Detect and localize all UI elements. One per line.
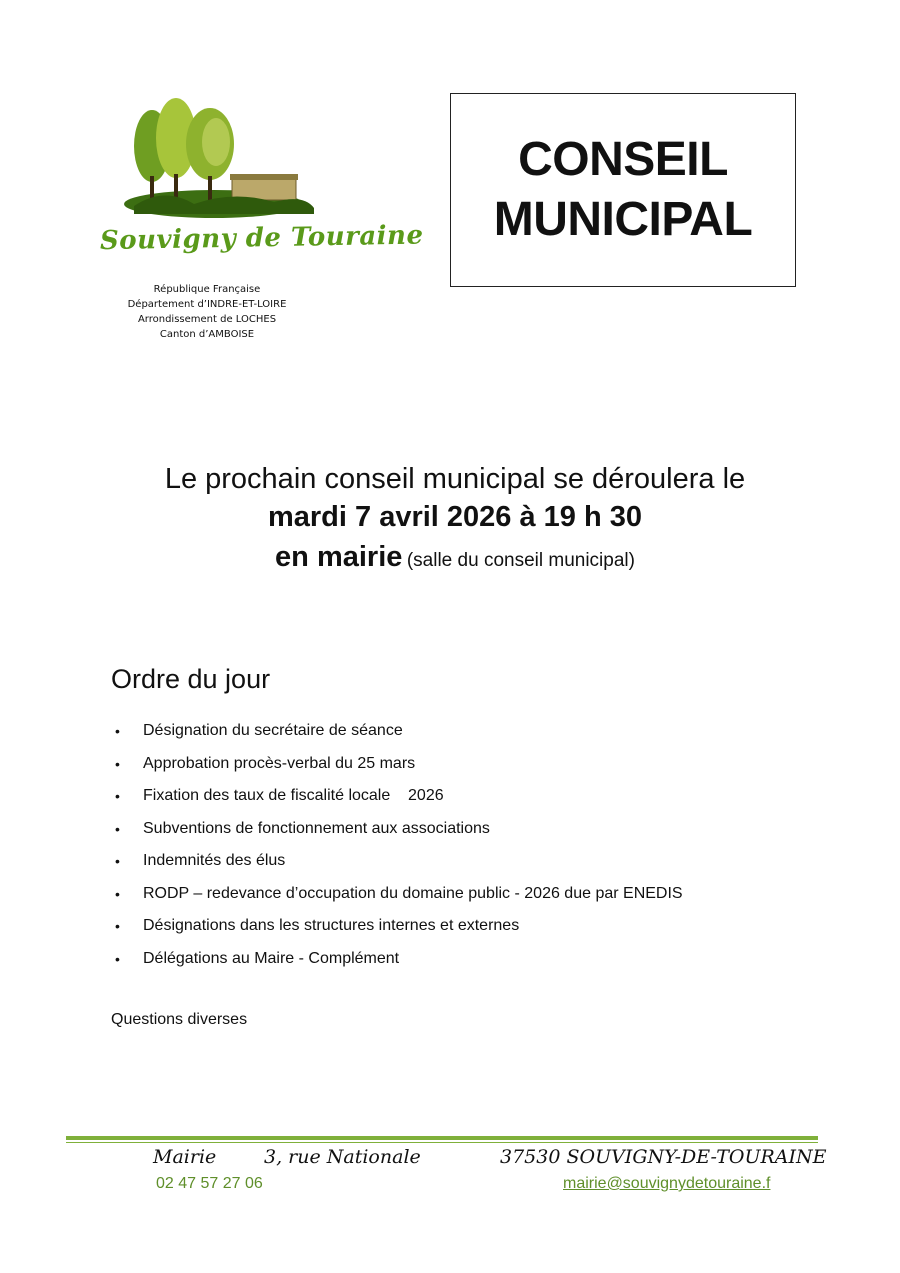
admin-line: Arrondissement de LOCHES <box>137 314 277 325</box>
agenda-item-text: Fixation des taux de fiscalité locale 2026 <box>143 787 444 804</box>
announcement <box>90 460 820 583</box>
bullet-icon: • <box>115 950 120 967</box>
agenda-item <box>111 879 683 912</box>
agenda-item-text: Désignation du secrétaire de séance <box>143 722 403 739</box>
logo-tree-3-shade <box>202 118 230 166</box>
agenda-item <box>111 749 683 782</box>
agenda-item <box>111 716 683 749</box>
announcement-intro: Le prochain conseil municipal se déroulera le <box>164 463 746 495</box>
questions-diverses: Questions diverses <box>111 1011 248 1028</box>
bullet-icon: • <box>115 723 120 739</box>
footer-divider-thin <box>66 1142 818 1143</box>
bullet-icon: • <box>115 853 120 869</box>
agenda-item-text: Indemnités des élus <box>143 852 286 869</box>
footer-divider <box>66 1136 818 1140</box>
agenda-item <box>111 911 683 944</box>
agenda-title: Ordre du jour <box>111 664 271 694</box>
footer-email-link[interactable]: mairie@souvignydetouraine.f <box>563 1175 771 1192</box>
title-line-2: MUNICIPAL <box>493 193 753 246</box>
title-box <box>450 93 796 287</box>
admin-line: Canton d’AMBOISE <box>159 329 255 340</box>
location-detail: (salle du conseil municipal) <box>406 550 635 571</box>
agenda-item <box>111 814 683 847</box>
footer-mairie: Mairie <box>153 1146 217 1168</box>
title-line-1: CONSEIL <box>518 133 728 186</box>
footer-city: 37530 SOUVIGNY-DE-TOURAINE <box>500 1146 827 1168</box>
logo-wall-top <box>230 174 298 180</box>
agenda-item-text: RODP – redevance d’occupation du domaine public - 2026 due par ENEDIS <box>143 884 683 902</box>
footer-phone: 02 47 57 27 06 <box>156 1175 263 1192</box>
bullet-icon: • <box>115 820 120 837</box>
location-main: en mairie <box>275 541 403 573</box>
agenda-item-text: Désignations dans les structures internes et externes <box>143 917 520 934</box>
announcement-location <box>90 536 820 583</box>
agenda-item-text: Subventions de fonctionnement aux associations <box>143 819 490 837</box>
agenda-item-text: Approbation procès-verbal du 25 mars <box>143 754 416 772</box>
logo-trunk-3 <box>208 176 212 202</box>
agenda-item <box>111 781 683 814</box>
agenda-list <box>111 716 683 976</box>
agenda-item <box>111 846 683 879</box>
admin-line: Département d’INDRE-ET-LOIRE <box>127 299 287 310</box>
administrative-info <box>107 282 307 342</box>
logo-text: Souvigny de Touraine <box>99 220 424 257</box>
bullet-icon: • <box>115 788 120 804</box>
agenda-item-text: Délégations au Maire - Complément <box>143 949 400 967</box>
bullet-icon: • <box>115 755 120 772</box>
admin-line: République Française <box>153 284 261 295</box>
bullet-icon: • <box>115 918 120 934</box>
footer-address: 3, rue Nationale <box>264 1146 421 1168</box>
agenda-item <box>111 944 683 977</box>
announcement-date: mardi 7 avril 2026 à 19 h 30 <box>267 501 643 533</box>
bullet-icon: • <box>115 885 120 902</box>
